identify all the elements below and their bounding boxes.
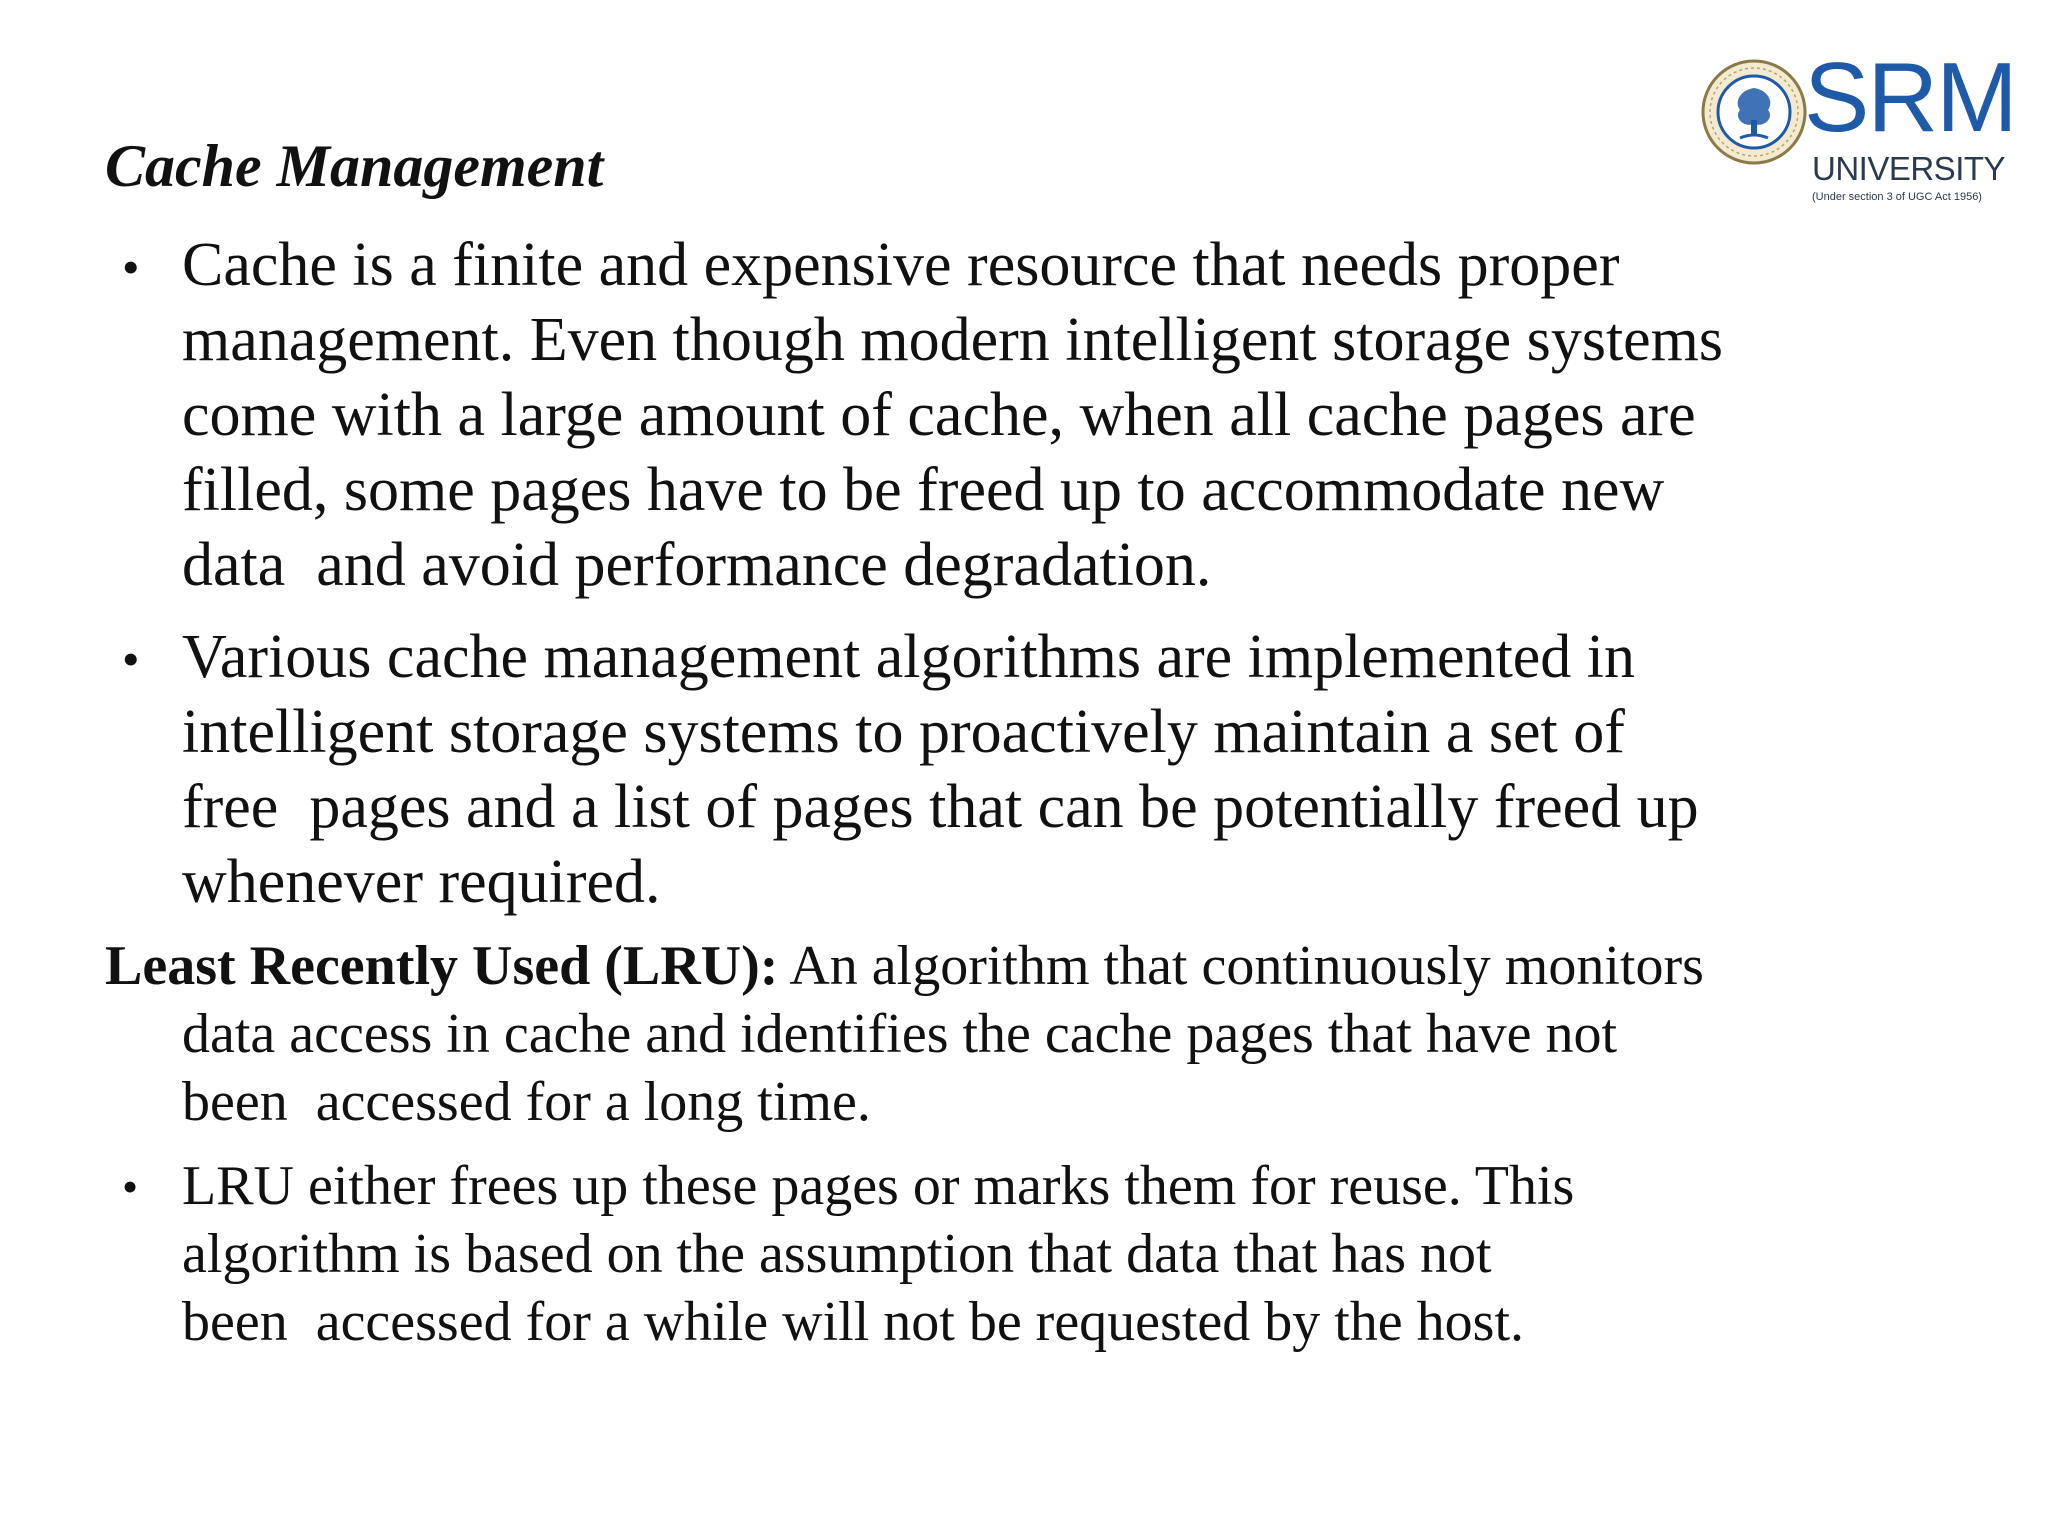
text-line: LRU either frees up these pages or marks them for reuse. This — [182, 1155, 1575, 1217]
lru-first-line: An algorithm that continuously monitors — [778, 935, 1704, 997]
bullet-text-3 — [182, 1152, 2002, 1356]
text-line: been accessed for a while will not be requested by the host. — [182, 1291, 1525, 1353]
university-seal-icon — [1700, 58, 1808, 166]
logo-subtitle: UNIVERSITY — [1812, 150, 2006, 187]
text-line — [105, 932, 2005, 1000]
text-line: data access in cache and identifies the cache pages that have not — [182, 1003, 1618, 1065]
text-line: Cache is a finite and expensive resource that needs proper — [182, 231, 1620, 299]
text-line: management. Even though modern intelligent storage systems — [182, 306, 1724, 374]
bullet-text-2 — [182, 620, 2002, 920]
text-line: filled, some pages have to be freed up to accommodate new — [182, 456, 1665, 524]
text-line: free pages and a list of pages that can be potentially freed up — [182, 773, 1699, 841]
text-line: been accessed for a long time. — [182, 1071, 871, 1133]
slide-title: Cache Management — [105, 133, 604, 199]
logo-note: (Under section 3 of UGC Act 1956) — [1812, 191, 1982, 203]
text-line: algorithm is based on the assumption that data that has not — [182, 1223, 1492, 1285]
bullet-text-1 — [182, 228, 2002, 603]
text-line: come with a large amount of cache, when all cache pages are — [182, 381, 1696, 449]
logo-name: SRM — [1804, 42, 2016, 152]
bullet-dot-icon: • — [122, 1161, 139, 1212]
text-line: Various cache management algorithms are implemented in — [182, 623, 1636, 691]
lru-term: Least Recently Used (LRU): — [105, 935, 779, 997]
text-line: data and avoid performance degradation. — [182, 531, 1212, 599]
text-line: whenever required. — [182, 848, 661, 916]
lru-definition — [105, 932, 2005, 1136]
bullet-dot-icon: • — [122, 239, 140, 295]
text-line: intelligent storage systems to proactively maintain a set of — [182, 698, 1625, 766]
university-logo — [1700, 42, 2016, 208]
bullet-dot-icon: • — [122, 631, 140, 687]
